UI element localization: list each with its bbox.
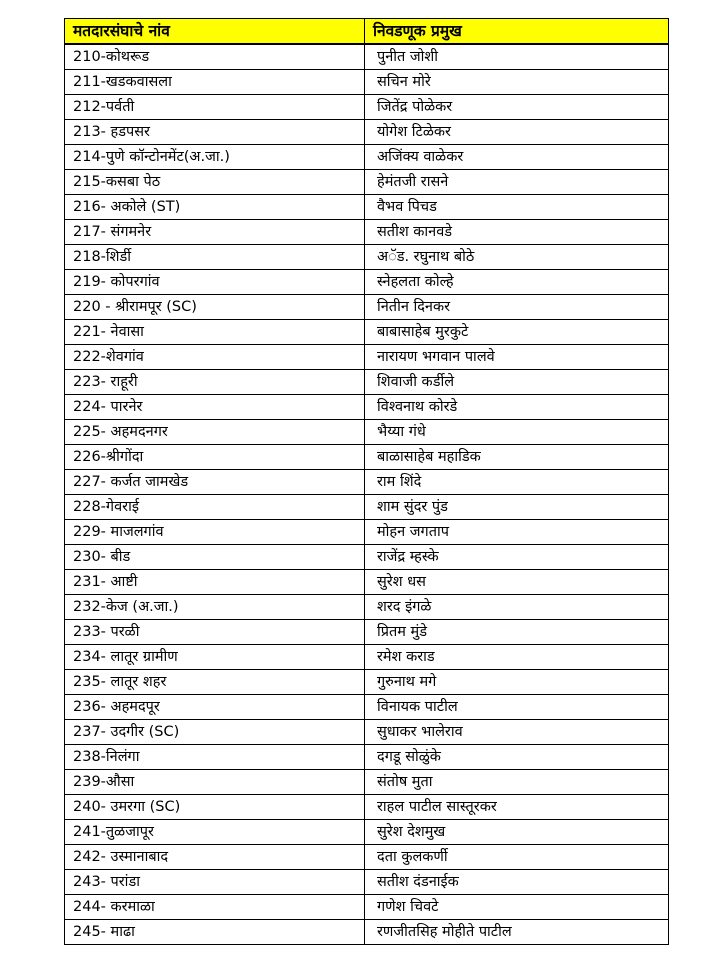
table-row (65, 395, 669, 420)
table-row (65, 420, 669, 445)
election-head-cell: शरद इंगळे (365, 595, 669, 620)
constituency-cell: 224- पारनेर (65, 395, 365, 420)
table-row (65, 70, 669, 95)
election-head-cell: प्रितम मुंडे (365, 620, 669, 645)
election-head-cell: बाबासाहेब मुरकुटे (365, 320, 669, 345)
election-head-cell: गुरुनाथ मगे (365, 670, 669, 695)
constituency-cell: 227- कर्जत जामखेड (65, 470, 365, 495)
constituency-cell: 245- माढा (65, 920, 365, 945)
table-row (65, 520, 669, 545)
election-head-cell: विनायक पाटील (365, 695, 669, 720)
constituency-cell: 214-पुणे कॉन्टोनमेंट(अ.जा.) (65, 145, 365, 170)
table-row (65, 670, 669, 695)
constituency-cell: 237- उदगीर (SC) (65, 720, 365, 745)
constituency-cell: 241-तुळजापूर (65, 820, 365, 845)
table-row (65, 445, 669, 470)
header-constituency: मतदारसंघाचे नांव (65, 19, 365, 45)
table-row (65, 320, 669, 345)
election-head-cell: जितेंद्र पोळेकर (365, 95, 669, 120)
table-row (65, 295, 669, 320)
constituency-table (64, 18, 669, 945)
constituency-cell: 235- लातूर शहर (65, 670, 365, 695)
election-head-cell: हेमंतजी रासने (365, 170, 669, 195)
election-head-cell: सुरेश देशमुख (365, 820, 669, 845)
constituency-cell: 244- करमाळा (65, 895, 365, 920)
table-row (65, 44, 669, 70)
election-head-cell: नितीन दिनकर (365, 295, 669, 320)
election-head-cell: बाळासाहेब महाडिक (365, 445, 669, 470)
table-row (65, 470, 669, 495)
constituency-cell: 223- राहूरी (65, 370, 365, 395)
table-row (65, 845, 669, 870)
election-head-cell: विश्वनाथ कोरडे (365, 395, 669, 420)
election-head-cell: सुधाकर भालेराव (365, 720, 669, 745)
table-row (65, 720, 669, 745)
election-head-cell: रणजीतसिह मोहीते पाटील (365, 920, 669, 945)
header-election-head: निवडणूक प्रमुख (365, 19, 669, 45)
constituency-cell: 228-गेवराई (65, 495, 365, 520)
election-head-cell: राम शिंदे (365, 470, 669, 495)
election-head-cell: भैय्या गंधे (365, 420, 669, 445)
table-row (65, 495, 669, 520)
constituency-cell: 239-औसा (65, 770, 365, 795)
election-head-cell: मोहन जगताप (365, 520, 669, 545)
election-head-cell: वैभव पिचड (365, 195, 669, 220)
constituency-cell: 210-कोथरूड (65, 44, 365, 70)
table-row (65, 245, 669, 270)
table-header-row (65, 19, 669, 45)
constituency-cell: 243- परांडा (65, 870, 365, 895)
election-head-cell: नारायण भगवान पालवे (365, 345, 669, 370)
constituency-cell: 211-खडकवासला (65, 70, 365, 95)
election-head-cell: स्नेहलता कोल्हे (365, 270, 669, 295)
constituency-cell: 220 - श्रीरामपूर (SC) (65, 295, 365, 320)
table-row (65, 170, 669, 195)
table-row (65, 345, 669, 370)
election-head-cell: अॅड. रघुनाथ बोठे (365, 245, 669, 270)
constituency-cell: 219- कोपरगांव (65, 270, 365, 295)
table-row (65, 370, 669, 395)
constituency-cell: 218-शिर्डी (65, 245, 365, 270)
constituency-cell: 236- अहमदपूर (65, 695, 365, 720)
election-head-cell: सतीश कानवडे (365, 220, 669, 245)
constituency-cell: 234- लातूर ग्रामीण (65, 645, 365, 670)
election-head-cell: सतीश दंडनाईक (365, 870, 669, 895)
table-row (65, 795, 669, 820)
table-row (65, 220, 669, 245)
table-row (65, 595, 669, 620)
table-row (65, 745, 669, 770)
table-row (65, 145, 669, 170)
election-head-cell: संतोष मुता (365, 770, 669, 795)
table-row (65, 895, 669, 920)
table-row (65, 770, 669, 795)
election-head-cell: राजेंद्र म्हस्के (365, 545, 669, 570)
table-row (65, 620, 669, 645)
election-head-cell: गणेश चिवटे (365, 895, 669, 920)
constituency-cell: 240- उमरगा (SC) (65, 795, 365, 820)
election-head-cell: सुरेश धस (365, 570, 669, 595)
constituency-cell: 238-निलंगा (65, 745, 365, 770)
table-row (65, 870, 669, 895)
table-row (65, 570, 669, 595)
constituency-cell: 231- आष्टी (65, 570, 365, 595)
table-row (65, 95, 669, 120)
election-head-cell: दगडू सोळुंके (365, 745, 669, 770)
constituency-cell: 242- उस्मानाबाद (65, 845, 365, 870)
table-row (65, 920, 669, 945)
election-head-cell: अजिंक्य वाळेकर (365, 145, 669, 170)
constituency-cell: 212-पर्वती (65, 95, 365, 120)
election-head-cell: शाम सुंदर पुंड (365, 495, 669, 520)
constituency-cell: 217- संगमनेर (65, 220, 365, 245)
table-row (65, 645, 669, 670)
constituency-cell: 216- अकोले (ST) (65, 195, 365, 220)
table-body (65, 44, 669, 945)
election-head-cell: रमेश कराड (365, 645, 669, 670)
constituency-cell: 222-शेवगांव (65, 345, 365, 370)
table-row (65, 820, 669, 845)
election-head-cell: सचिन मोरे (365, 70, 669, 95)
constituency-cell: 213- हडपसर (65, 120, 365, 145)
constituency-cell: 229- माजलगांव (65, 520, 365, 545)
election-head-cell: शिवाजी कर्डीले (365, 370, 669, 395)
constituency-cell: 221- नेवासा (65, 320, 365, 345)
constituency-cell: 215-कसबा पेठ (65, 170, 365, 195)
table-row (65, 120, 669, 145)
constituency-cell: 233- परळी (65, 620, 365, 645)
constituency-cell: 225- अहमदनगर (65, 420, 365, 445)
constituency-cell: 226-श्रीगोंदा (65, 445, 365, 470)
table-row (65, 545, 669, 570)
table-row (65, 195, 669, 220)
election-head-cell: योगेश टिळेकर (365, 120, 669, 145)
constituency-cell: 232-केज (अ.जा.) (65, 595, 365, 620)
constituency-cell: 230- बीड (65, 545, 365, 570)
election-head-cell: पुनीत जोशी (365, 44, 669, 70)
election-head-cell: राहल पाटील सास्तूरकर (365, 795, 669, 820)
table-row (65, 695, 669, 720)
election-head-cell: दता कुलकर्णी (365, 845, 669, 870)
table-row (65, 270, 669, 295)
